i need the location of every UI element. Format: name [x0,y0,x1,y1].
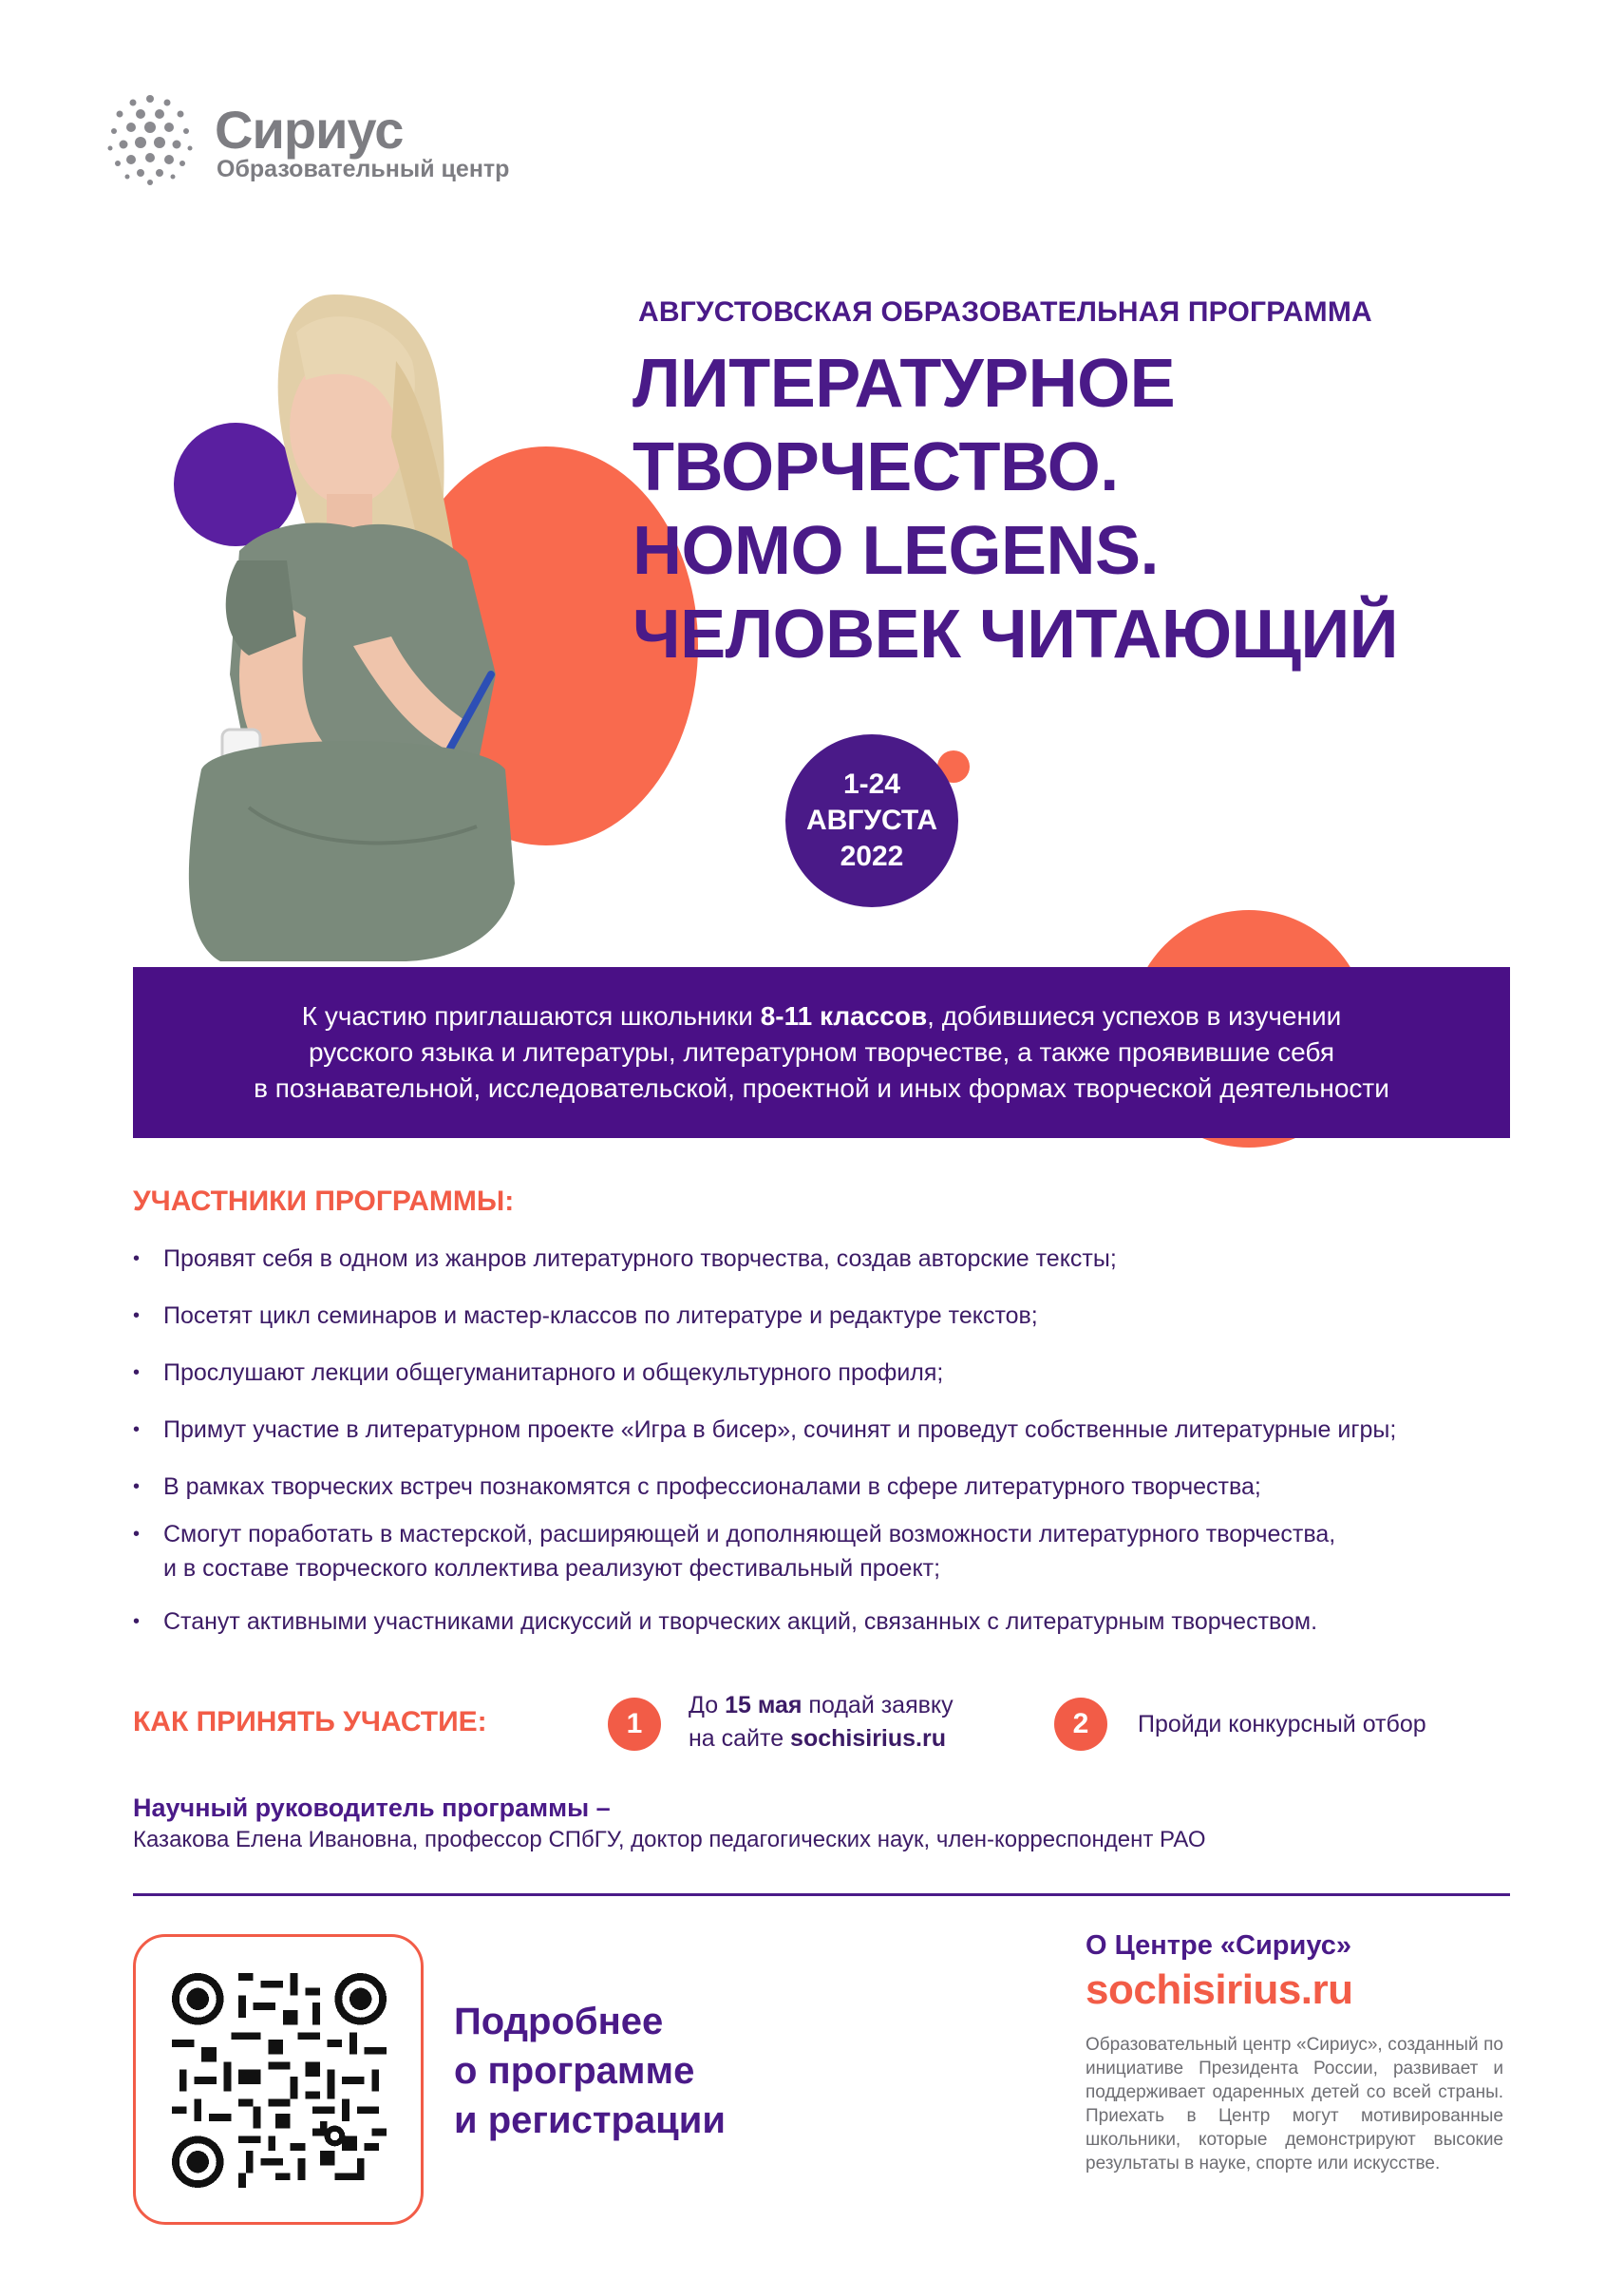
step-number: 2 [1054,1698,1107,1751]
title-line: ЛИТЕРАТУРНОЕ [633,346,1176,422]
list-item: • Примут участие в литературном проекте «Игра в бисер», сочинят и проведут собственные литературные игры; [133,1414,1396,1446]
banner-line: русского языка и литературы, литературном творчестве, а также проявившие себя [308,1037,1335,1067]
logo-name: Сириус [215,100,404,160]
student-photo [163,275,610,961]
about-title: О Центре «Сириус» [1086,1930,1352,1961]
program-kicker: АВГУСТОВСКАЯ ОБРАЗОВАТЕЛЬНАЯ ПРОГРАММА [638,296,1372,328]
step1-deadline: 15 мая [725,1692,803,1718]
step-number: 1 [608,1698,661,1751]
logo-subtitle: Образовательный центр [217,156,510,182]
program-title [633,342,1398,676]
step1-part: До [689,1692,726,1718]
banner-text: , добившиеся успехов в изучении [927,1001,1342,1031]
step1-part: подай заявку [802,1692,954,1718]
dates-line: АВГУСТА [805,805,938,836]
step1-text [689,1689,954,1756]
list-item: • Смогут поработать в мастерской, расширяющей и дополняющей возможности литературного творчества, [133,1518,1335,1550]
banner-grades: 8-11 классов [760,1001,928,1031]
dates-line: 1-24 [842,769,901,800]
supervisor-title: Научный руководитель программы – [133,1794,611,1822]
banner-text: К участию приглашаются школьники [301,1001,761,1031]
step2-text: Пройди конкурсный отбор [1138,1711,1426,1737]
more-line: и регистрации [454,2099,726,2141]
title-line: ТВОРЧЕСТВО. [633,429,1119,505]
about-text: Образовательный центр «Сириус», созданный по инициативе Президента России, развивает и поддерживает одаренных детей со всей страны. Приехать в Центр могут мотивированные школьники, которые демонстрируют высокие результаты в науке, спорте или искусстве. [1086,2035,1503,2174]
supervisor-name: Казакова Елена Ивановна, профессор СПбГУ, доктор педагогических наук, член-корреспондент РАО [133,1827,1206,1852]
step1-site-link[interactable]: sochisirius.ru [790,1725,946,1752]
sirius-dots-icon [103,91,198,186]
list-item: • В рамках творческих встреч познакомятся с профессионалами в сфере литературного творчества; [133,1471,1261,1503]
more-info-text [454,1997,726,2145]
list-item: • Проявят себя в одном из жанров литературного творчества, создав авторские тексты; [133,1243,1117,1275]
sirius-logo [103,91,520,196]
banner-line [133,998,1510,1035]
invitation-banner [133,967,1510,1138]
list-item: • Станут активными участниками дискуссий и творческих акций, связанных с литературным творчеством. [133,1605,1317,1638]
more-line: Подробнее [454,2001,664,2042]
more-line: о программе [454,2050,695,2092]
qr-code-icon[interactable] [172,1973,387,2188]
list-item-continuation: и в составе творческого коллектива реализуют фестивальный проект; [163,1555,941,1582]
banner-line: в познавательной, исследовательской, проектной и иных формах творческой деятельности [254,1073,1389,1103]
title-line: HOMO LEGENS. [633,513,1160,589]
howto-title: КАК ПРИНЯТЬ УЧАСТИЕ: [133,1706,487,1737]
dates-badge [785,734,958,907]
divider [133,1893,1510,1896]
step1-part: на сайте [689,1725,791,1752]
qr-frame[interactable] [133,1934,424,2225]
list-item: • Посетят цикл семинаров и мастер-классов по литературе и редактуре текстов; [133,1300,1038,1332]
participants-title: УЧАСТНИКИ ПРОГРАММЫ: [133,1186,515,1217]
title-line: ЧЕЛОВЕК ЧИТАЮЩИЙ [633,597,1399,673]
dates-line: 2022 [840,841,904,872]
list-item: • Прослушают лекции общегуманитарного и общекультурного профиля; [133,1357,943,1389]
site-link[interactable]: sochisirius.ru [1086,1966,1353,2013]
